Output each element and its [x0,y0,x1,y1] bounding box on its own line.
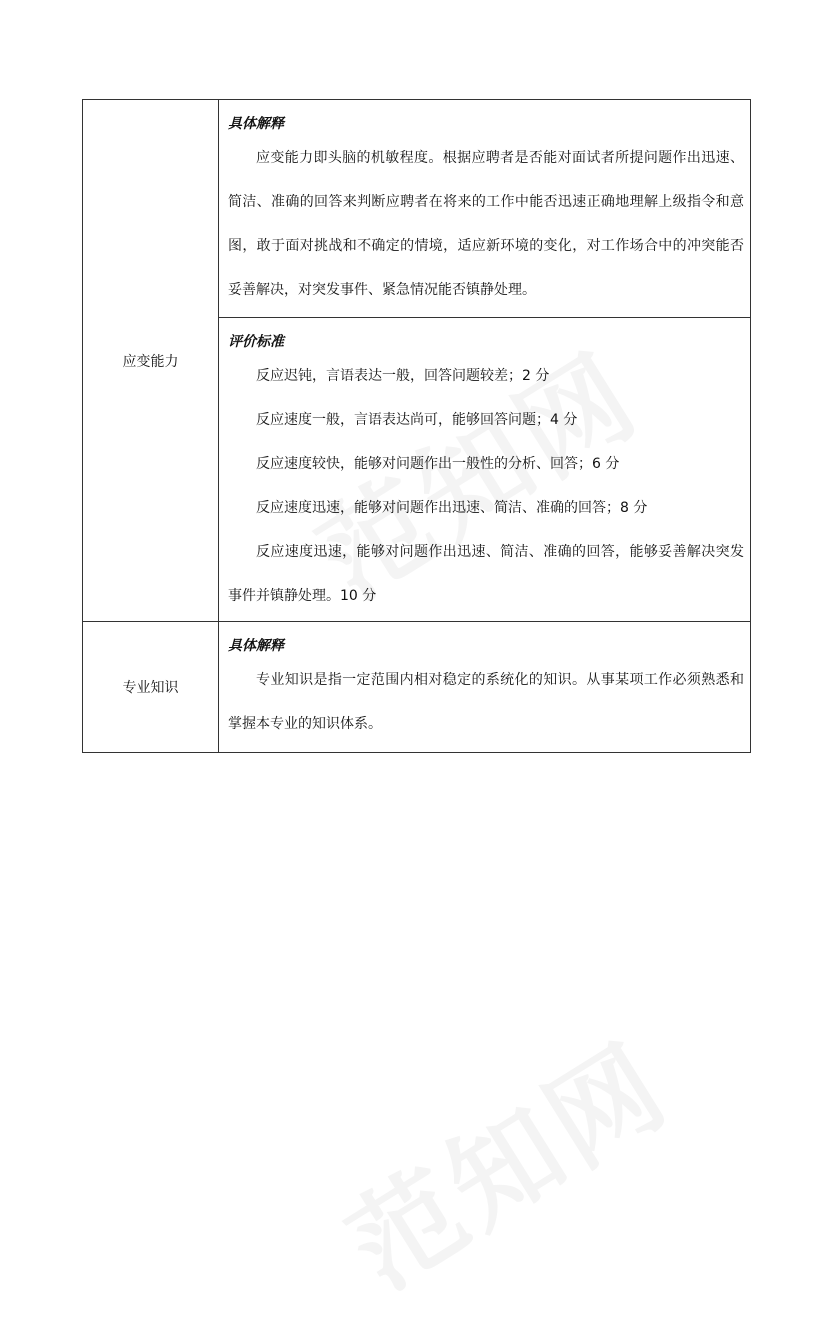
score-level-10: 反应速度迅速，能够对问题作出迅速、简洁、准确的回答，能够妥善解决突发事件并镇静处理。10 分 [228,544,744,604]
criterion-label-adaptability: 应变能力 [83,100,219,622]
score-level-4: 反应速度一般，言语表达尚可，能够回答问题；4 分 [256,412,578,428]
explanation-text: 应变能力即头脑的机敏程度。根据应聘者是否能对面试者所提问题作出迅速、简洁、准确的回答来判断应聘者在将来的工作中能否迅速正确地理解上级指令和意图，敢于面对挑战和不确定的情境，适应新环境的变化，对工作场合中的冲突能否妥善解决，对突发事件、紧急情况能否镇静处理。 [228,150,744,298]
score-level-2: 反应迟钝，言语表达一般，回答问题较差；2 分 [256,368,550,384]
criterion-label-expertise: 专业知识 [83,622,219,753]
evaluation-table [82,99,751,753]
table-row [83,622,751,753]
table-row [83,100,751,318]
score-level-6: 反应速度较快，能够对问题作出一般性的分析、回答；6 分 [256,456,620,472]
section-heading: 具体解释 [228,116,284,132]
score-level-8: 反应速度迅速，能够对问题作出迅速、简洁、准确的回答；8 分 [256,500,648,516]
section-heading: 评价标准 [228,334,284,350]
explanation-cell [219,100,751,318]
watermark [315,1000,694,1318]
explanation-text: 专业知识是指一定范围内相对稳定的系统化的知识。从事某项工作必须熟悉和掌握本专业的知识体系。 [228,672,744,732]
criteria-cell [219,318,751,622]
section-heading: 具体解释 [228,638,284,654]
explanation-cell [219,622,751,753]
